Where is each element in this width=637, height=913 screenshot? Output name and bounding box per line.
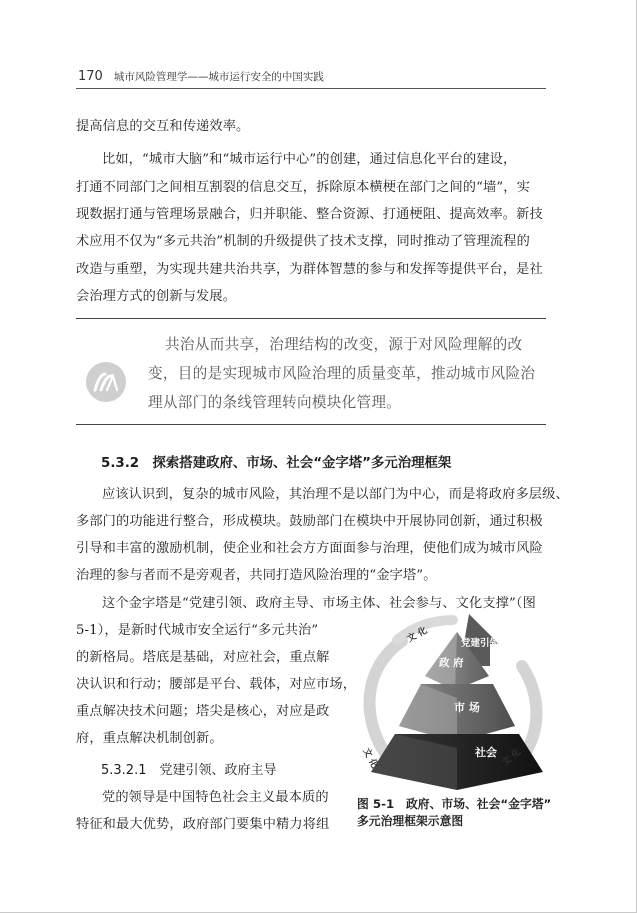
quote-rule-top <box>76 318 546 319</box>
body-line: 5-1），是新时代城市安全运行“多元共治” <box>76 623 319 638</box>
body-line: 引导和丰富的激励机制，使企业和社会方方面面参与治理，使他们成为城市风险 <box>76 541 543 556</box>
body-line: 特征和最大优势，政府部门要集中精力将组 <box>76 817 330 832</box>
figure-caption: 多元治理框架示意图 <box>357 814 464 828</box>
body-line: 会治理方式的创新与发展。 <box>76 289 237 304</box>
quote-line: 共治从而共享，治理结构的改变，源于对风险理解的改 <box>165 336 523 353</box>
section-title: 5.3.2 探索搭建政府、市场、社会“金字塔”多元治理框架 <box>101 456 452 471</box>
quote-rule-bottom <box>76 424 546 425</box>
body-line: 治理的参与者而不是旁观者，共同打造风险治理的“金字塔”。 <box>76 568 437 583</box>
pyramid-figure <box>357 606 547 792</box>
page-number: 170 <box>78 69 103 84</box>
label-government: 政 府 <box>439 657 464 669</box>
body-line: 比如，“城市大脑”和“城市运行中心”的创建，通过信息化平台的建设， <box>102 152 517 167</box>
body-line: 党的领导是中国特色社会主义最本质的 <box>102 790 329 805</box>
body-line: 术应用不仅为“多元共治”机制的升级提供了技术支撑，同时推动了管理流程的 <box>76 234 530 249</box>
subsection-title: 5.3.2.1 党建引领、政府主导 <box>101 763 277 778</box>
running-header <box>78 65 324 84</box>
body-line: 决认识和行动；腰部是平台、载体，对应市场， <box>76 677 357 692</box>
header-rule <box>76 88 546 89</box>
label-market: 市 场 <box>454 701 480 714</box>
body-line: 现数据打通与管理场景融合，归并职能、整合资源、打通梗阻、提高效率。新技 <box>76 207 543 222</box>
body-line: 应该认识到，复杂的城市风险，其治理不是以部门为中心，而是将政府多层级、 <box>102 487 569 502</box>
body-line: 提高信息的交互和传递效率。 <box>76 119 250 134</box>
body-line: 这个金字塔是“党建引领、政府主导、市场主体、社会参与、文化支撑”（图 <box>102 596 536 611</box>
quote-line: 理从部门的条线管理转向模块化管理。 <box>148 394 402 411</box>
label-culture-left: 文 化 <box>360 746 380 771</box>
body-line: 改造与重塑，为实现共建共治共享，为群体智慧的参与和发挥等提供平台，是社 <box>76 262 543 277</box>
body-line: 打通不同部门之间相互割裂的信息交互，拆除原本横梗在部门之间的“墙”，实 <box>76 180 530 195</box>
label-culture-right: 文 化 <box>500 747 524 769</box>
label-party: 党建引领 <box>461 638 500 649</box>
book-title: 城市风险管理学——城市运行安全的中国实践 <box>113 71 324 83</box>
quote-line: 变，目的是实现城市风险治理的质量变革，推动城市风险治 <box>148 365 536 382</box>
quote-glyph-icon <box>86 362 126 402</box>
body-line: 府，重点解决机制创新。 <box>76 731 223 746</box>
body-line: 的新格局。塔底是基础，对应社会，重点解 <box>76 650 330 665</box>
body-line: 多部门的功能进行整合，形成模块。鼓励部门在模块中开展协同创新，通过积极 <box>76 514 543 529</box>
body-line: 重点解决技术问题；塔尖是核心，对应是政 <box>76 704 330 719</box>
figure-caption: 图 5-1 政府、市场、社会“金字塔” <box>357 797 552 811</box>
label-culture-top: 文 化 <box>405 625 430 645</box>
label-society: 社会 <box>475 746 497 759</box>
